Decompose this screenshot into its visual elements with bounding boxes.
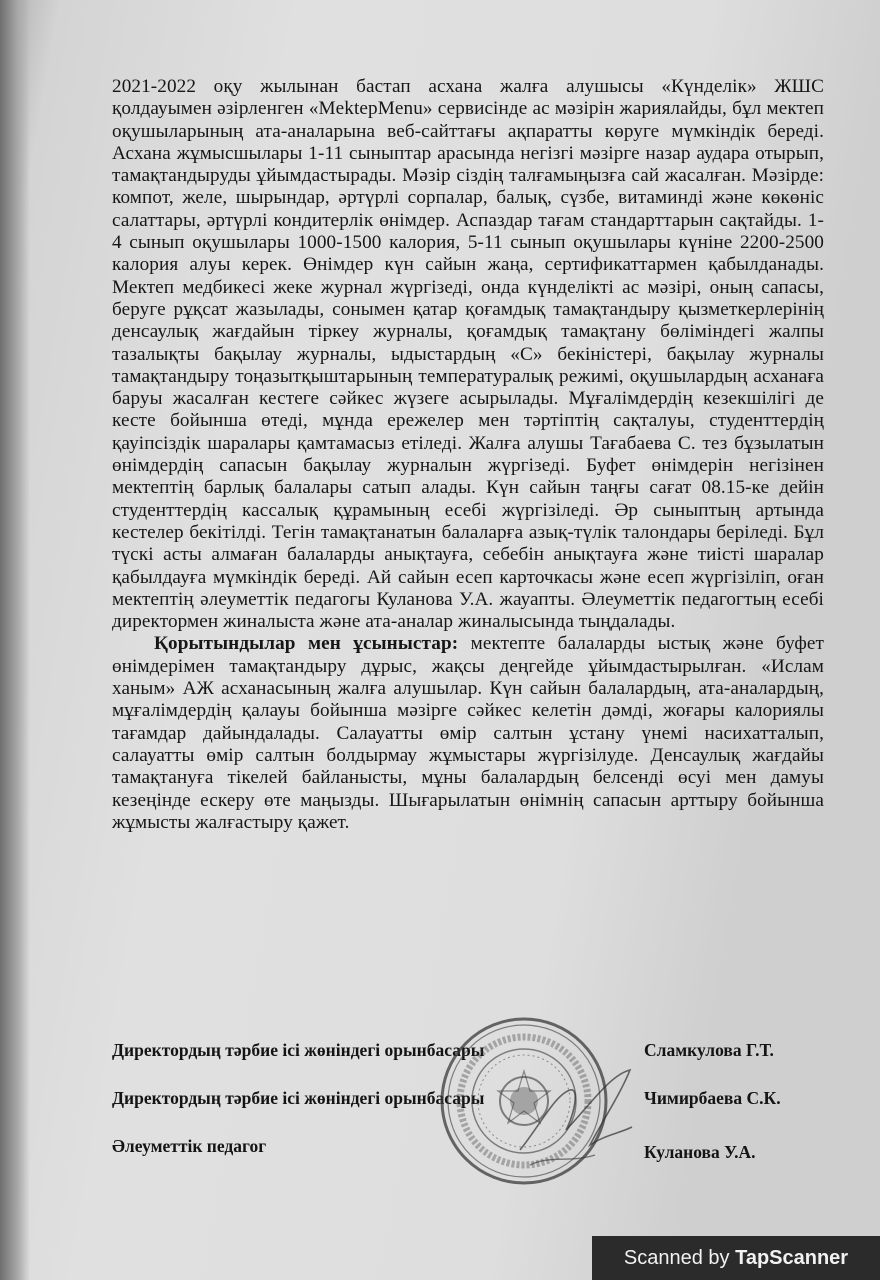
watermark-prefix: Scanned by: [623, 1247, 736, 1269]
paragraph-main: 2021-2022 оқу жылынан бастап асхана жалға алушысы «Күнделік» ЖШС қолдауымен әзірленген «MektepMenu» сервисінде ас мәзірін жариялайды, бұл мектеп оқушыларының ата-аналарына веб-сайттағы ақпаратты көруге мүмкіндік береді. Асхана жұмысшылары 1-11 сыныптар арасында негізгі мәзірге назар аудара отырып, тамақтандыруды ұйымдастырады. Мәзір сіздің талғамыңызға сай жасалған. Мәзірде: компот, желе, шырындар, әртүрлі сорпалар, балық, сүзбе, витаминді және көкөніс салаттары, әртүрлі кондитерлік өнімдер. Аспаздар тағам стандарттарын сақтайды. 1-4 сынып оқушылары 1000-1500 калория, 5-11 сынып оқушылары күніне 2200-2500 калория алуы керек. Өнімдер күн сайын жаңа, сертификаттармен қабылданады. Мектеп медбикесі жеке журнал жүргізеді, онда күнделікті ас мәзірі, оның сапасы, беруге рұқсат жазылады, сонымен қатар қоғамдық тамақтандыру қызметкерлерінің денсаулық жағдайын тіркеу журналы, қоғамдық тамақтану бөліміндегі жалпы тазалықты бақылау журналы, ыдыстардың «С» бекіністері, бақылау журналы тамақтандыру тоңазытқыштарының температуралық режимі, оқушылардың асханаға баруы жасалған кестеге сәйкес жүзеге асырылады. Мұғалімдердің кезекшілігі де кесте бойынша өтеді, мұнда ережелер мен тәртіптің сақталуы, студенттердің қауіпсіздік шаралары қамтамасыз етіледі. Жалға алушы Тағабаева С. тез бұзылатын өнімдердің сапасын бақылау журналын жүргізеді. Буфет өнімдерін негізінен мектептің барлық балалары сатып алады. Күн сайын таңғы сағат 08.15-ке дейін студенттердің кассалық құрамының есебі жүргізіледі. Әр сыныптың артында кестелер бекітілді. Тегін тамақтанатын балаларға азық-түлік талондары беріледі. Бұл түскі асты алмаған балаларды анықтауға, себебін анықтауға және тиісті шаралар қабылдауға мүмкіндік береді. Ай сайын есеп карточкасы және есеп жүргізіліп, оған мектептің әлеуметтік педагогы Куланова У.А. жауапты. Әлеуметтік педагогтың есебі директормен жиналыста және ата-аналар жиналысында тыңдалады.: [112, 76, 824, 633]
page-edge-shadow: [0, 0, 30, 1280]
document-body: [112, 76, 824, 834]
scanner-watermark: [592, 1236, 880, 1280]
conclusion-heading: Қорытындылар мен ұсыныстар:: [154, 633, 459, 655]
paragraph-conclusion: [112, 633, 824, 834]
signature-name: Сламкулова Г.Т.: [644, 1040, 774, 1060]
signature-name: Чимирбаева С.К.: [644, 1088, 781, 1108]
signature-role: Директордың тәрбие ісі жөніндегі орынбасары: [112, 1040, 485, 1060]
signature-role: Директордың тәрбие ісі жөніндегі орынбасары: [112, 1088, 485, 1108]
signature-name: Куланова У.А.: [644, 1142, 756, 1162]
watermark-brand: TapScanner: [735, 1247, 849, 1269]
handwritten-signature: [500, 1055, 650, 1175]
signature-role: Әлеуметтік педагог: [112, 1136, 267, 1156]
conclusion-text: мектепте балаларды ыстық және буфет өнімдерімен тамақтандыру дұрыс, жақсы деңгейде ұйымдастырылған. «Ислам ханым» АЖ асханасының жалға алушылар. Күн сайын балалардың, ата-аналардың, мұғалімдердің қалауы бойынша мәзірге сәйкес келетін дәмді, жоғары калориялы тағамдар дайындалады. Салауатты өмір салтын ұстану үнемі насихатталып, салауатты өмір салтын болдырмау жұмыстары жүргізілуде. Денсаулық жағдайы тамақтануға тікелей байланысты, мұны балалардың белсенді өсуі мен дамуы кезеңінде ескеру өте маңызды. Шығарылатын өнімнің сапасын арттыру бойынша жұмысты жалғастыру қажет.: [112, 633, 824, 833]
